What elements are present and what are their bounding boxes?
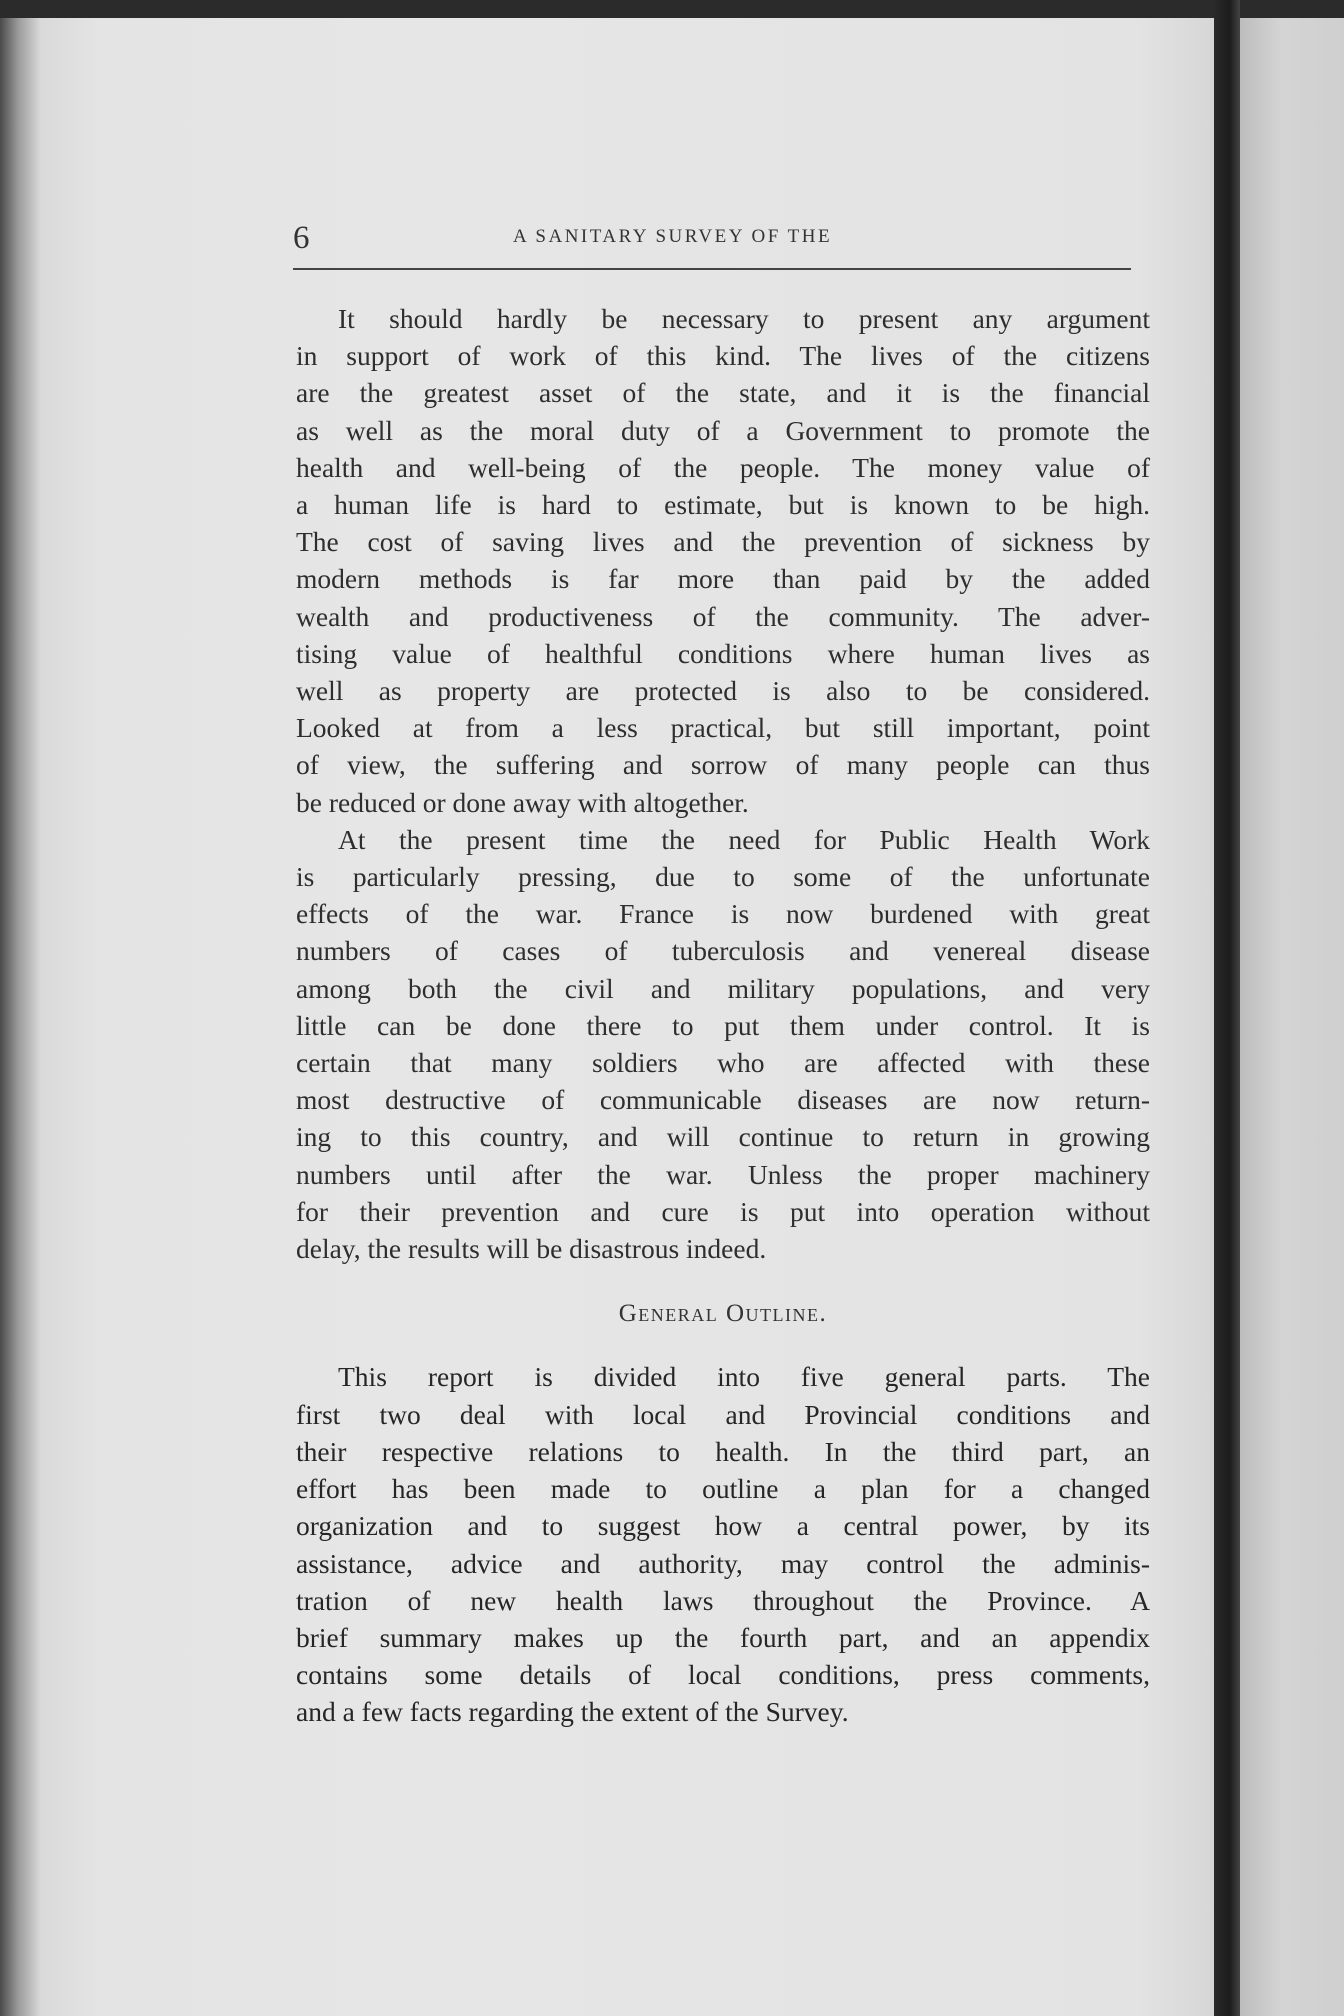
text-line: in support of work of this kind. The lives of the citizens <box>296 340 1150 372</box>
text-line: wealth and productiveness of the community. The adver- <box>296 600 1150 632</box>
text-line: most destructive of communicable diseases are now return- <box>296 1084 1150 1116</box>
page-header <box>293 220 1131 270</box>
text-line: be reduced or done away with altogether. <box>296 786 749 818</box>
text-line: tration of new health laws throughout the Province. A <box>296 1584 1150 1616</box>
text-line: This report is divided into five general parts. The <box>338 1361 1150 1393</box>
text-line: assistance, advice and authority, may control the adminis- <box>296 1547 1150 1579</box>
page-number: 6 <box>293 220 310 256</box>
text-line: delay, the results will be disastrous indeed. <box>296 1233 767 1265</box>
scan-left-edge <box>0 18 40 2016</box>
section-heading: General Outline. <box>618 1300 828 1328</box>
text-line: is particularly pressing, due to some of the unfortunate <box>296 861 1150 893</box>
paragraph-2 <box>296 821 1150 1267</box>
text-line: certain that many soldiers who are affected with these <box>296 1047 1150 1079</box>
text-line: and a few facts regarding the extent of the Survey. <box>296 1696 849 1728</box>
text-line: contains some details of local conditions, press comments, <box>296 1659 1150 1691</box>
text-line: for their prevention and cure is put into operation without <box>296 1195 1150 1227</box>
text-line: At the present time the need for Public Health Work <box>338 823 1150 855</box>
text-line: well as property are protected is also to be considered. <box>296 675 1150 707</box>
running-head: A SANITARY SURVEY OF THE <box>513 226 833 247</box>
text-line: of view, the suffering and sorrow of many people can thus <box>296 749 1150 781</box>
text-line: first two deal with local and Provincial conditions and <box>296 1398 1150 1430</box>
scan-top-edge <box>0 0 1344 18</box>
text-line: It should hardly be necessary to present any argument <box>338 303 1150 334</box>
text-line: their respective relations to health. In the third part, an <box>296 1435 1150 1467</box>
text-line: a human life is hard to estimate, but is known to be high. <box>296 489 1150 521</box>
text-line: as well as the moral duty of a Government to promote the <box>296 414 1150 446</box>
text-line: little can be done there to put them under control. It is <box>296 1009 1150 1041</box>
text-line: ing to this country, and will continue to return in growing <box>296 1121 1150 1153</box>
paragraph-3 <box>296 1358 1150 1730</box>
text-line: numbers until after the war. Unless the proper machinery <box>296 1158 1150 1190</box>
text-line: Looked at from a less practical, but still important, point <box>296 712 1150 744</box>
text-line: organization and to suggest how a central power, by its <box>296 1510 1150 1542</box>
text-line: The cost of saving lives and the prevention of sickness by <box>296 526 1150 558</box>
facing-page-edge <box>1240 18 1344 2016</box>
body-text <box>296 300 1150 1731</box>
text-line: numbers of cases of tuberculosis and venereal disease <box>296 935 1150 967</box>
text-line: tising value of healthful conditions where human lives as <box>296 637 1150 669</box>
paragraph-1 <box>296 300 1150 821</box>
text-line: effects of the war. France is now burdened with great <box>296 898 1150 930</box>
header-rule <box>293 268 1131 270</box>
book-spine <box>1214 0 1240 2016</box>
text-line: among both the civil and military populations, and very <box>296 972 1150 1004</box>
text-line: modern methods is far more than paid by the added <box>296 563 1150 595</box>
text-line: health and well-being of the people. The money value of <box>296 451 1150 483</box>
text-line: brief summary makes up the fourth part, and an appendix <box>296 1621 1150 1653</box>
text-line: effort has been made to outline a plan for a changed <box>296 1473 1150 1505</box>
text-line: are the greatest asset of the state, and it is the financial <box>296 377 1150 409</box>
